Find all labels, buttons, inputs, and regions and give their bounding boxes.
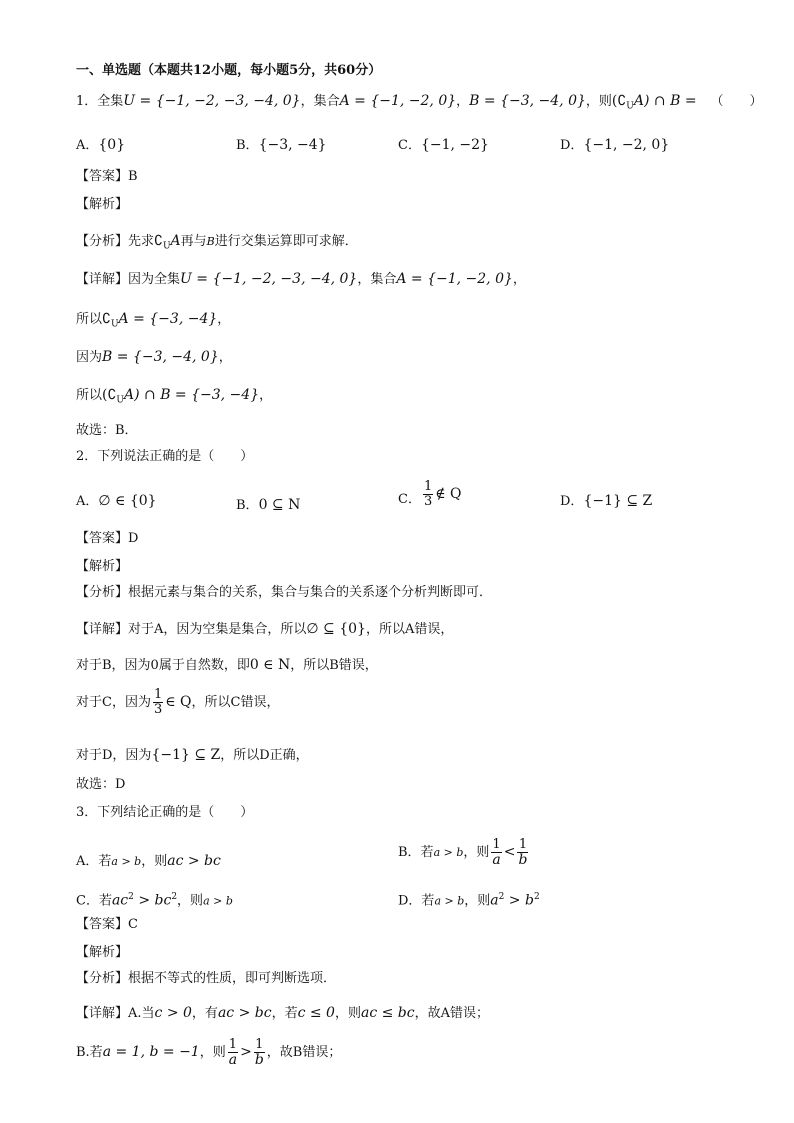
q1-detail-line-1: 【详解】因为全集U = {−1, −2, −3, −4, 0}，集合A = {−1, −2, 0}， [76,271,526,287]
section-heading: 一、单选题（本题共12小题，每小题5分，共60分） [76,63,382,78]
q3-option-b: B．若a > b，则 $\frac{1}{a}$ < $\frac{1}{b}$ [398,837,528,868]
q1-analysis-label: 【解析】 [76,197,129,212]
q2-detail-line-2: 对于B，因为0属于自然数，即0 ∈ N，所以B错误， [76,657,378,673]
q1-detail-line-4: 所以$(∁_UA)$ ∩ B = {−3, −4}， [76,387,273,406]
q1-fenxi: 【分析】先求$∁_UA$再与B进行交集运算即可求解． [76,233,358,252]
q3-detail-line-1: 【详解】A.当c > 0，有ac > bc，若c ≤ 0，则ac ≤ bc，故A错误； [76,1005,489,1021]
q2-detail-line-1: 【详解】对于A，因为空集是集合，所以∅ ⊆ {0}，所以A错误， [76,621,454,637]
q2-fenxi: 【分析】根据元素与集合的关系，集合与集合的关系逐个分析判断即可． [76,585,493,600]
q2-analysis-label: 【解析】 [76,559,129,574]
q1-option-a: A．{0} [76,137,126,153]
q1-answer: 【答案】B [76,169,138,184]
question-3-stem: 3．下列结论正确的是（ ） [76,805,254,820]
q1-option-d: D．{−1, −2, 0} [560,137,670,153]
q2-answer: 【答案】D [76,531,139,546]
q3-option-a: A．若a > b，则ac > bc [76,853,221,869]
q2-option-d: D．{−1} ⊆ Z [560,493,653,509]
q2-detail-line-3: 对于C，因为 $\frac{1}{3}$ ∈ Q，所以C错误， [76,687,280,717]
q1-detail-line-2: 所以$∁_UA = \{-3$, −4}， [76,311,231,330]
q3-option-c: C．若$ac^2 > bc^2$，则a > b [76,892,233,909]
q1-option-b: B．{−3, −4} [236,137,327,153]
q1-option-c: C．{−1, −2} [398,137,489,153]
q2-option-a: A．∅ ∈ {0} [76,493,157,509]
q2-detail-line-4: 对于D，因为{−1} ⊆ Z，所以D正确， [76,747,309,763]
q3-answer: 【答案】C [76,917,138,932]
q3-option-d: D．若a > b，则$a^2 > b^2$ [398,892,540,909]
q1-choose: 故选：B． [76,423,138,438]
q3-analysis-label: 【解析】 [76,945,129,960]
question-1-stem: 1．全集U = {−1, −2, −3, −4, 0}，集合A = {−1, −2, 0}，B = {−3, −4, 0}，则$(∁_UA)$ ∩ B = （ ） [76,93,763,112]
q3-fenxi: 【分析】根据不等式的性质，即可判断选项． [76,971,337,986]
q2-choose: 故选：D [76,777,126,792]
question-2-stem: 2．下列说法正确的是（ ） [76,449,254,464]
q3-detail-line-2: B.若a = 1, b = −1，则 $\frac{1}{a}$ > $\frac{1}{b}$ ，故B错误； [76,1037,342,1068]
q1-detail-line-3: 因为B = {−3, −4, 0}， [76,349,232,365]
q2-option-c: C． $\frac{1}{3}$ ∉ Q [398,479,462,509]
q2-option-b: B．0 ⊆ N [236,497,301,513]
